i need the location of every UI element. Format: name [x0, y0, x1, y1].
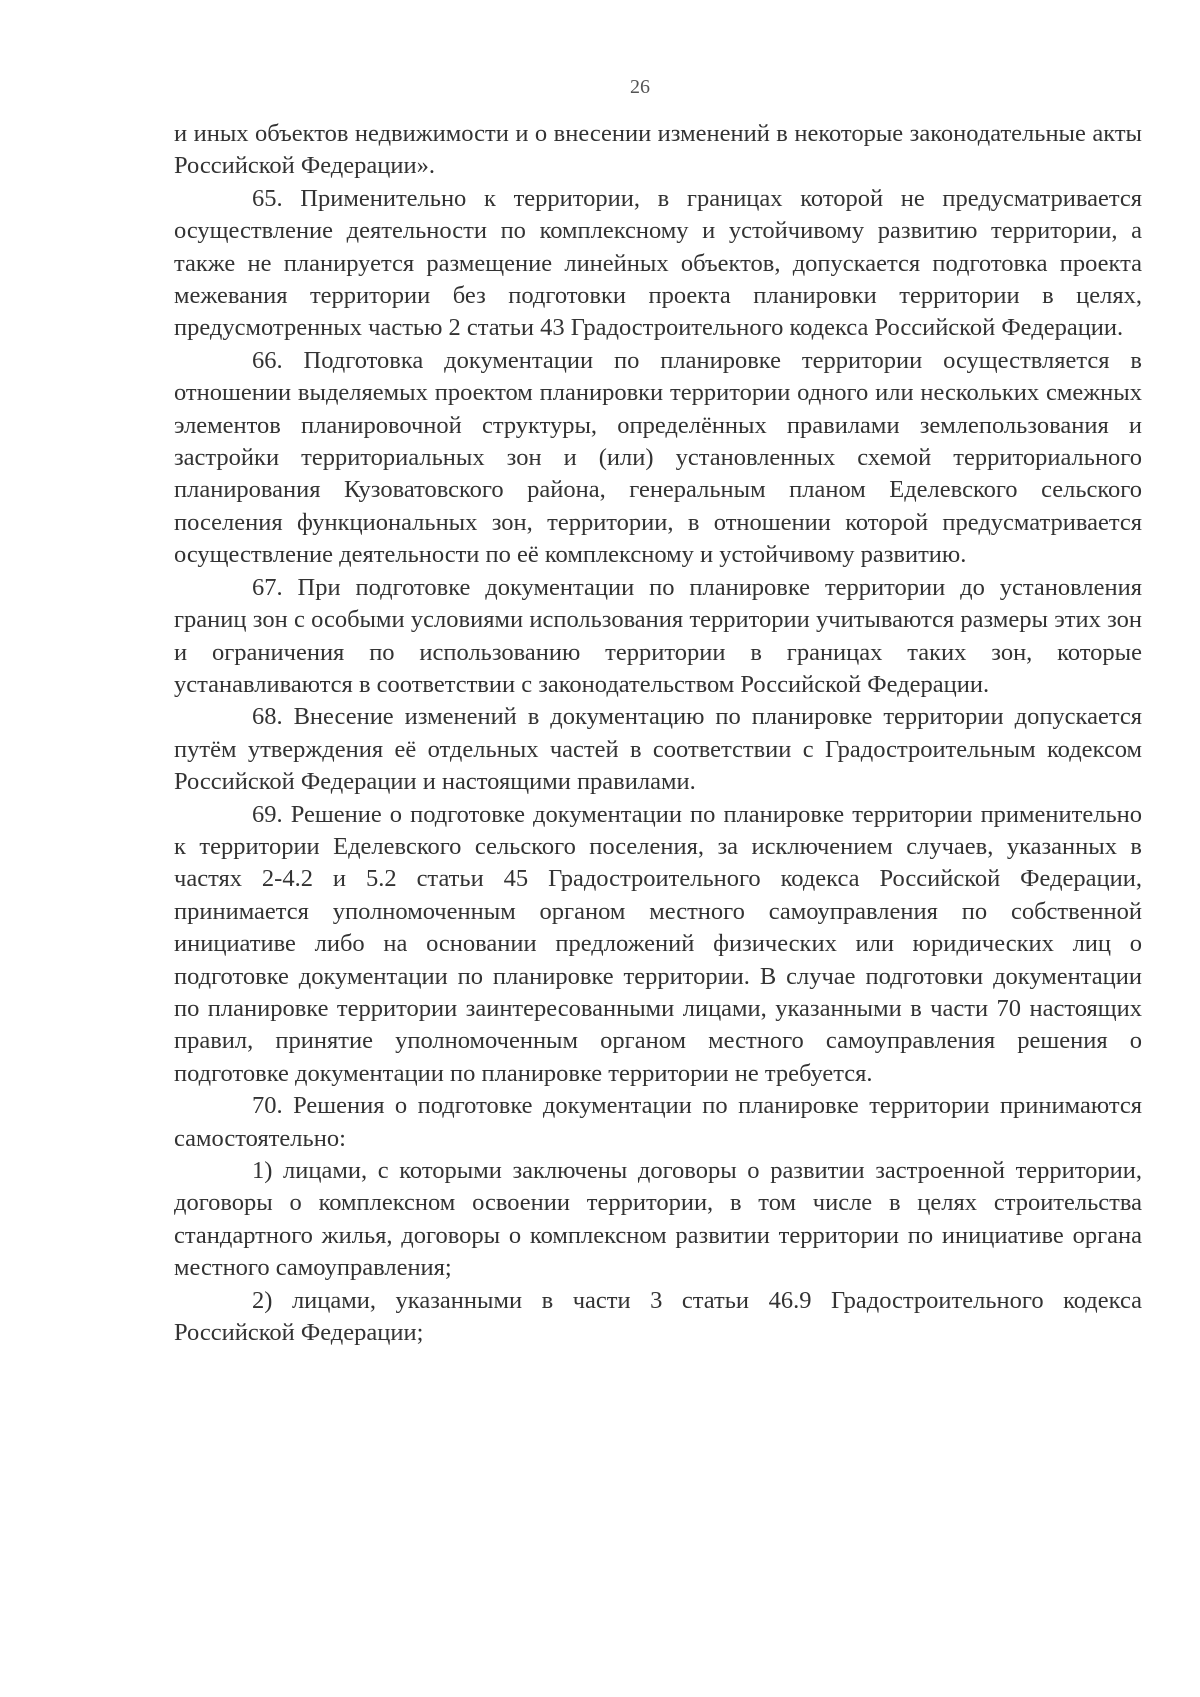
paragraph-68: 68. Внесение изменений в документацию по планировке территории допускается путём утверждения её отдельных частей в соответствии с Градостроительным кодексом Российской Федерации и настоящими правилами. [174, 703, 1142, 796]
page-number: 26 [630, 76, 650, 98]
paragraph-69: 69. Решение о подготовке документации по планировке территории применительно к территории Еделевского сельского поселения, за исключением случаев, указанных в частях 2-4.2 и 5.2 статьи 45 Градостроительного кодекса Российской Федерации, принимается уполномоченным органом местного самоуправления по собственной инициативе либо на основании предложений физических или юридических лиц о подготовке документации по планировке территории. В случае подготовки документации по планировке территории заинтересованными лицами, указанными в части 70 настоящих правил, принятие уполномоченным органом местного самоуправления решения о подготовке документации по планировке территории не требуется. [174, 800, 1142, 1087]
paragraph-continuation: и иных объектов недвижимости и о внесении изменений в некоторые законодательные акты Российской Федерации». [174, 120, 1142, 180]
document-body [174, 118, 1142, 1349]
list-item-2: 2) лицами, указанными в части 3 статьи 46.9 Градостроительного кодекса Российской Федерации; [174, 1286, 1142, 1347]
paragraph-65: 65. Применительно к территории, в границах которой не предусматривается осуществление деятельности по комплексному и устойчивому развитию территории, а также не планируется размещение линейных объектов, допускается подготовка проекта межевания территории без подготовки проекта планировки территории в целях, предусмотренных частью 2 статьи 43 Градостроительного кодекса Российской Федерации. [174, 184, 1142, 342]
paragraph-70: 70. Решения о подготовке документации по планировке территории принимаются самостоятельно: [174, 1092, 1142, 1152]
paragraph-67: 67. При подготовке документации по планировке территории до установления границ зон с особыми условиями использования территории учитываются размеры этих зон и ограничения по использованию территории в границах таких зон, которые устанавливаются в соответствии с законодательством Российской Федерации. [174, 573, 1142, 698]
paragraph-66: 66. Подготовка документации по планировке территории осуществляется в отношении выделяемых проектом планировки территории одного или нескольких смежных элементов планировочной структуры, определённых правилами землепользования и застройки территориальных зон и (или) установленных схемой территориального планирования Кузоватовского района, генеральным планом Еделевского сельского поселения функциональных зон, территории, в отношении которой предусматривается осуществление деятельности по её комплексному и устойчивому развитию. [174, 346, 1142, 569]
list-item-1: 1) лицами, с которыми заключены договоры о развитии застроенной территории, договоры о комплексном освоении территории, в том числе в целях строительства стандартного жилья, договоры о комплексном развитии территории по инициативе органа местного самоуправления; [174, 1157, 1142, 1282]
